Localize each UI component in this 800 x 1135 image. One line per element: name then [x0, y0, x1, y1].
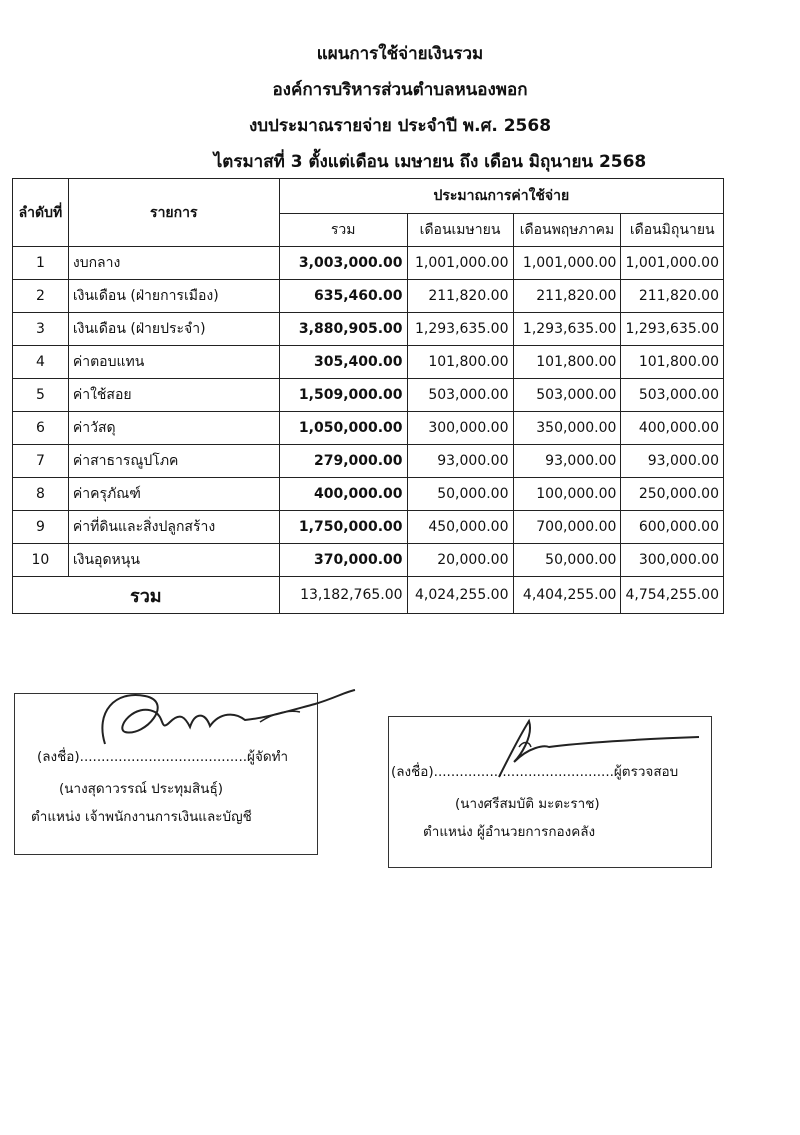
- table-row: [13, 313, 724, 346]
- row-item-name: ค่าครุภัณฑ์: [68, 478, 279, 511]
- row-number: 9: [13, 511, 69, 544]
- row-month-3: 93,000.00: [621, 445, 724, 478]
- table-row: [13, 544, 724, 577]
- header-month-2: เดือนพฤษภาคม: [513, 214, 621, 247]
- row-total: 1,509,000.00: [279, 379, 407, 412]
- row-total: 3,880,905.00: [279, 313, 407, 346]
- reviewer-name: (นางศรีสมบัติ มะตะราช): [455, 796, 600, 812]
- row-month-1: 503,000.00: [407, 379, 513, 412]
- row-item-name: ค่าที่ดินและสิ่งปลูกสร้าง: [68, 511, 279, 544]
- row-month-2: 700,000.00: [513, 511, 621, 544]
- row-item-name: ค่าใช้สอย: [68, 379, 279, 412]
- row-number: 7: [13, 445, 69, 478]
- table-row: [13, 346, 724, 379]
- table-row: [13, 247, 724, 280]
- row-number: 6: [13, 412, 69, 445]
- title-line-4: ไตรมาสที่ 3 ตั้งแต่เดือน เมษายน ถึง เดือน มิถุนายน 2568: [213, 152, 647, 172]
- row-month-3: 400,000.00: [621, 412, 724, 445]
- row-item-name: ค่าสาธารณูปโภค: [68, 445, 279, 478]
- row-month-1: 20,000.00: [407, 544, 513, 577]
- row-month-3: 211,820.00: [621, 280, 724, 313]
- header-estimate-group: ประมาณการค่าใช้จ่าย: [279, 179, 723, 214]
- row-month-3: 503,000.00: [621, 379, 724, 412]
- row-number: 5: [13, 379, 69, 412]
- sum-month-3: 4,754,255.00: [621, 577, 724, 614]
- row-number: 2: [13, 280, 69, 313]
- sum-label: รวม: [13, 577, 280, 614]
- row-month-3: 300,000.00: [621, 544, 724, 577]
- sum-month-2: 4,404,255.00: [513, 577, 621, 614]
- row-number: 3: [13, 313, 69, 346]
- row-total: 370,000.00: [279, 544, 407, 577]
- row-total: 279,000.00: [279, 445, 407, 478]
- row-month-1: 101,800.00: [407, 346, 513, 379]
- table-row: [13, 379, 724, 412]
- row-total: 3,003,000.00: [279, 247, 407, 280]
- preparer-name: (นางสุดาวรรณ์ ประทุมสินธุ์): [59, 781, 223, 797]
- row-month-2: 101,800.00: [513, 346, 621, 379]
- row-month-3: 101,800.00: [621, 346, 724, 379]
- table-row: [13, 445, 724, 478]
- row-total: 400,000.00: [279, 478, 407, 511]
- row-total: 1,750,000.00: [279, 511, 407, 544]
- row-month-2: 211,820.00: [513, 280, 621, 313]
- row-month-2: 1,001,000.00: [513, 247, 621, 280]
- row-number: 10: [13, 544, 69, 577]
- header-month-3: เดือนมิถุนายน: [621, 214, 724, 247]
- row-month-1: 450,000.00: [407, 511, 513, 544]
- row-month-1: 50,000.00: [407, 478, 513, 511]
- sum-total: 13,182,765.00: [279, 577, 407, 614]
- row-month-1: 1,001,000.00: [407, 247, 513, 280]
- row-total: 305,400.00: [279, 346, 407, 379]
- row-month-3: 1,001,000.00: [621, 247, 724, 280]
- reviewer-position: ตำแหน่ง ผู้อำนวยการกองคลัง: [423, 824, 596, 840]
- sum-month-1: 4,024,255.00: [407, 577, 513, 614]
- row-item-name: เงินอุดหนุน: [68, 544, 279, 577]
- row-total: 635,460.00: [279, 280, 407, 313]
- document-header: [0, 36, 800, 180]
- row-month-3: 600,000.00: [621, 511, 724, 544]
- title-line-3: งบประมาณรายจ่าย ประจำปี พ.ศ. 2568: [248, 116, 552, 136]
- header-month-1: เดือนเมษายน: [407, 214, 513, 247]
- row-month-2: 93,000.00: [513, 445, 621, 478]
- sum-row: [13, 577, 724, 614]
- row-number: 1: [13, 247, 69, 280]
- row-item-name: งบกลาง: [68, 247, 279, 280]
- title-line-2: องค์การบริหารส่วนตำบลหนองพอก: [272, 80, 528, 100]
- row-item-name: ค่าวัสดุ: [68, 412, 279, 445]
- row-item-name: เงินเดือน (ฝ่ายการเมือง): [68, 280, 279, 313]
- table-row: [13, 478, 724, 511]
- row-month-2: 1,293,635.00: [513, 313, 621, 346]
- row-month-1: 1,293,635.00: [407, 313, 513, 346]
- preparer-sign-line: (ลงชื่อ).......................................ผู้จัดทำ: [37, 749, 289, 765]
- row-month-1: 93,000.00: [407, 445, 513, 478]
- preparer-signature-box: [14, 693, 318, 855]
- reviewer-sign-line: (ลงชื่อ)..........................................ผู้ตรวจสอบ: [391, 764, 679, 780]
- row-month-2: 100,000.00: [513, 478, 621, 511]
- row-month-1: 211,820.00: [407, 280, 513, 313]
- row-number: 4: [13, 346, 69, 379]
- row-item-name: ค่าตอบแทน: [68, 346, 279, 379]
- title-line-1: แผนการใช้จ่ายเงินรวม: [316, 44, 484, 64]
- header-total: รวม: [279, 214, 407, 247]
- row-month-2: 350,000.00: [513, 412, 621, 445]
- header-item: รายการ: [68, 179, 279, 247]
- row-month-2: 503,000.00: [513, 379, 621, 412]
- row-month-1: 300,000.00: [407, 412, 513, 445]
- row-item-name: เงินเดือน (ฝ่ายประจำ): [68, 313, 279, 346]
- row-month-2: 50,000.00: [513, 544, 621, 577]
- row-number: 8: [13, 478, 69, 511]
- preparer-position: ตำแหน่ง เจ้าพนักงานการเงินและบัญชี: [31, 809, 252, 825]
- table-row: [13, 511, 724, 544]
- expense-plan-table: [12, 178, 724, 614]
- row-month-3: 1,293,635.00: [621, 313, 724, 346]
- header-seq: ลำดับที่: [13, 179, 69, 247]
- row-month-3: 250,000.00: [621, 478, 724, 511]
- reviewer-signature-box: [388, 716, 712, 868]
- table-row: [13, 412, 724, 445]
- table-row: [13, 280, 724, 313]
- row-total: 1,050,000.00: [279, 412, 407, 445]
